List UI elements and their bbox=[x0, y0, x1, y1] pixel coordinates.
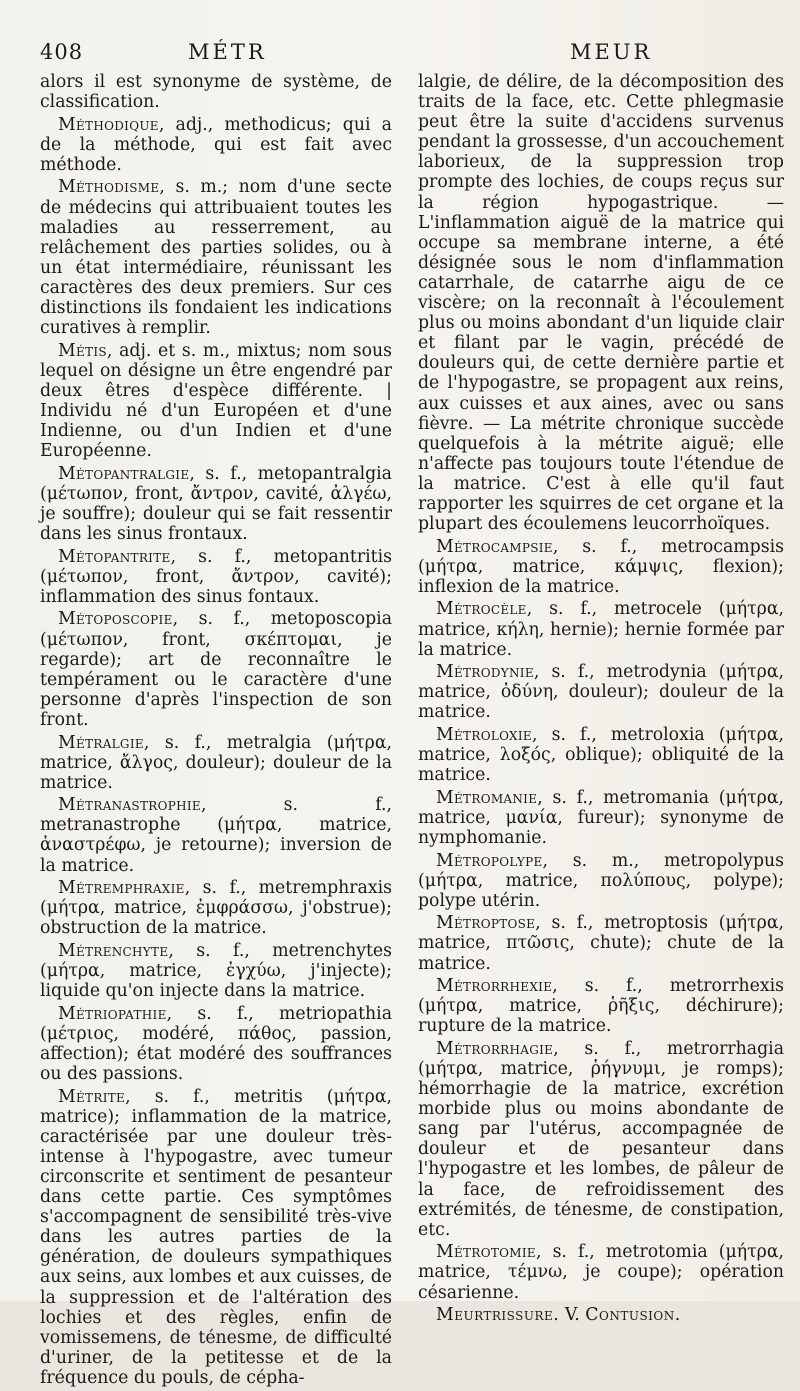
entry-headword: Métopantralgie bbox=[58, 463, 190, 484]
entry-definition: , s. f., metrorrhagia (μήτρα, matrice, ῥήγνυμι, je romps); hémorrhagie de la matrice, excrétion morbide plus ou moins abondante de sang par l'utérus, accompagnée de douleur et de pesanteur dans l'hypogastre et les lombes, de pâleur de la face, de refroidissement des extrémités, de ténesme, de constipation, etc. bbox=[418, 1038, 784, 1240]
dictionary-entry: lalgie, de délire, de la décomposition des traits de la face, etc. Cette phlegmasie peut être la suite d'accidens survenus pendant la grossesse, d'un accouchement laborieux, de la suppression trop prompte des lochies, de coups reçus sur la région hypogastrique. — L'inflammation aiguë de la matrice qui occupe sa membrane interne, a été désignée sous le nom d'inflammation catarrhale, de catarrhe aigu de ce viscère; on la reconnaît à l'écoulement plus ou moins abondant d'un liquide clair et filant par le vagin, précédé de douleurs qui, de cette dernière partie et de l'hypogastre, se propagent aux reins, aux cuisses et aux aines, avec ou sans fièvre. — La métrite chronique succède quelquefois à la métrite aiguë; elle n'affecte pas toujours toute l'étendue de la matrice. C'est à elle qu'il faut rapporter les squirres de cet organe et la plupart des écoulemens leucorrhoïques. bbox=[418, 72, 784, 535]
entry-headword: Métopantrite bbox=[58, 546, 171, 567]
entry-definition: , adj., methodicus; qui a de la méthode, qui est fait avec méthode. bbox=[40, 114, 392, 175]
entry-headword: Métrorrhagie bbox=[436, 1038, 554, 1059]
dictionary-entry bbox=[40, 609, 392, 730]
entry-definition: , s. f., metriopathia (μέτριος, modéré, πάθος, passion, affection); état modéré des souffrances ou des passions. bbox=[40, 1003, 392, 1084]
entry-headword: Métrodynie bbox=[436, 662, 534, 683]
entry-definition: , s. f., metopantralgia (μέτωπον, front, ἄντρον, cavité, ἀλγέω, je souffre); douleur qui se fait ressentir dans les sinus frontaux. bbox=[40, 463, 392, 545]
entry-definition: , s. m.; nom d'une secte de médecins qui attribuaient toutes les maladies au resserrement, au relâchement des parties solides, ou à un état intermédiaire, réunissant les caractères des deux premiers. Sur ces distinctions ils fondaient les indications curatives à remplir. bbox=[40, 177, 392, 339]
dictionary-entry bbox=[418, 662, 784, 722]
entry-headword: Métrenchyte bbox=[58, 940, 169, 961]
entry-headword: Métrocampsie bbox=[436, 536, 553, 557]
dictionary-entry bbox=[40, 878, 392, 938]
entry-headword: Méthodique bbox=[58, 114, 159, 135]
dictionary-entry bbox=[418, 976, 784, 1036]
entry-definition: , s. f., metremphraxis (μήτρα, matrice, ἐμφράσσω, j'obstrue); obstruction de la matrice. bbox=[40, 878, 392, 939]
cross-reference-entry bbox=[418, 1305, 784, 1325]
entry-headword: Métroptose bbox=[436, 913, 536, 934]
entry-headword: Métrite bbox=[58, 1086, 126, 1107]
dictionary-entry: alors il est synonyme de système, de classification. bbox=[40, 72, 392, 113]
entry-definition: , s. f., metralgia (μήτρα, matrice, ἄλγος, douleur); douleur de la matrice. bbox=[40, 732, 392, 793]
entry-headword: Métriopathie bbox=[58, 1003, 167, 1024]
dictionary-entry bbox=[418, 1039, 784, 1240]
dictionary-entry bbox=[40, 341, 392, 462]
see-marker: V. bbox=[564, 1305, 580, 1326]
dictionary-entry bbox=[40, 547, 392, 607]
left-column bbox=[40, 72, 392, 1391]
entry-headword: Métromanie bbox=[436, 787, 538, 808]
running-head bbox=[40, 40, 778, 72]
dictionary-entry bbox=[40, 115, 392, 175]
dictionary-entry bbox=[40, 795, 392, 875]
dictionary-entry bbox=[418, 788, 784, 848]
entry-definition: , s. f., metrocampsis (μήτρα, matrice, κάμψις, flexion); inflexion de la matrice. bbox=[418, 536, 784, 597]
left-running-title: MÉTR bbox=[188, 40, 267, 64]
entry-headword: Métremphraxie bbox=[58, 878, 185, 899]
cross-reference-target: Contusion. bbox=[585, 1305, 681, 1326]
entry-headword: Métroloxie bbox=[436, 725, 532, 745]
dictionary-entry bbox=[418, 725, 784, 785]
entry-definition: , s. f., metromania (μήτρα, matrice, μανία, fureur); synonyme de nymphomanie. bbox=[418, 787, 784, 848]
page-number: 408 bbox=[40, 40, 84, 64]
entry-headword: Métrocèle bbox=[436, 599, 527, 620]
entry-definition: , s. f., metroptosis (μήτρα, matrice, πτῶσις, chute); chute de la matrice. bbox=[418, 913, 784, 974]
entry-definition: , s. f., metrotomia (μήτρα, matrice, τέμνω, je coupe); opération césarienne. bbox=[418, 1242, 784, 1303]
entry-definition: , s. f., metroloxia (μήτρα, matrice, λοξός, oblique); obliquité de la matrice. bbox=[418, 725, 784, 786]
dictionary-entry bbox=[40, 464, 392, 544]
dictionary-entry bbox=[40, 941, 392, 1001]
dictionary-entry bbox=[418, 599, 784, 659]
dictionary-entry bbox=[418, 851, 784, 911]
entry-headword: Métoposcopie bbox=[58, 609, 173, 630]
dictionary-entry bbox=[418, 913, 784, 973]
entry-definition: , s. f., metrocele (μήτρα, matrice, κήλη, hernie); hernie formée par la matrice. bbox=[418, 599, 784, 660]
entry-definition: , s. f., metopantritis (μέτωπον, front, ἄντρον, cavité); inflammation des sinus fontaux. bbox=[40, 546, 392, 607]
entry-definition: , adj. et s. m., mixtus; nom sous lequel on désigne un être engendré par deux êtres d'espèce différente. | Individu né d'un Européen et d'une Indienne, ou d'un Indien et d'une Européenne. bbox=[40, 340, 392, 462]
dictionary-entry bbox=[40, 1004, 392, 1084]
entry-headword: Métrotomie bbox=[436, 1242, 536, 1263]
dictionary-entry bbox=[418, 537, 784, 597]
entry-definition: , s. f., metrenchytes (μήτρα, matrice, ἐγχύω, j'injecte); liquide qu'on injecte dans la matrice. bbox=[40, 940, 392, 1002]
entry-headword: Métralgie bbox=[58, 732, 144, 753]
entry-headword: Meurtrissure. bbox=[436, 1305, 560, 1326]
entry-definition: , s. f., metrorrhexis (μήτρα, matrice, ῥῆξις, déchirure); rupture de la matrice. bbox=[418, 976, 784, 1037]
entry-headword: Méthodisme bbox=[58, 177, 160, 198]
dictionary-entry bbox=[40, 733, 392, 793]
entry-headword: Métropolype bbox=[436, 850, 543, 871]
right-running-title: MEUR bbox=[570, 40, 653, 64]
entry-definition: , s. f., metritis (μήτρα, matrice); inflammation de la matrice, caractérisée par une douleur très-intense à l'hypogastre, avec tumeur circonscrite et sentiment de pesanteur dans cette partie. Ces symptômes s'accompagnent de sensibilité très-vive dans les autres parties de la génération, de douleurs sympathiques aux seins, aux lombes et aux cuisses, de la suppression et de l'altération des lochies et des règles, enfin de vomissemens, de ténesme, de difficulté d'uriner, de la petitesse et de la fréquence du pouls, de cépha- bbox=[40, 1086, 392, 1388]
right-column bbox=[418, 72, 784, 1328]
entry-definition: , s. f., metoposcopia (μέτωπον, front, σκέπτομαι, je regarde); art de reconnaître le tempérament ou le caractère d'une personne d'après l'inspection de son front. bbox=[40, 609, 392, 730]
entry-headword: Métrorrhexie bbox=[436, 976, 553, 997]
dictionary-entry bbox=[418, 1242, 784, 1302]
entry-headword: Métis bbox=[58, 340, 107, 361]
entry-headword: Métranastrophie bbox=[58, 795, 201, 816]
entry-definition: , s. f., metrodynia (μήτρα, matrice, ὀδύνη, douleur); douleur de la matrice. bbox=[418, 662, 784, 723]
entry-definition: , s. f., metranastrophe (μήτρα, matrice, ἀναστρέφω, je retourne); inversion de la matrice. bbox=[40, 795, 392, 876]
entry-definition: , s. m., metropolypus (μήτρα, matrice, πολύπους, polype); polype utérin. bbox=[418, 850, 784, 911]
dictionary-entry bbox=[40, 1087, 392, 1388]
dictionary-entry bbox=[40, 177, 392, 338]
